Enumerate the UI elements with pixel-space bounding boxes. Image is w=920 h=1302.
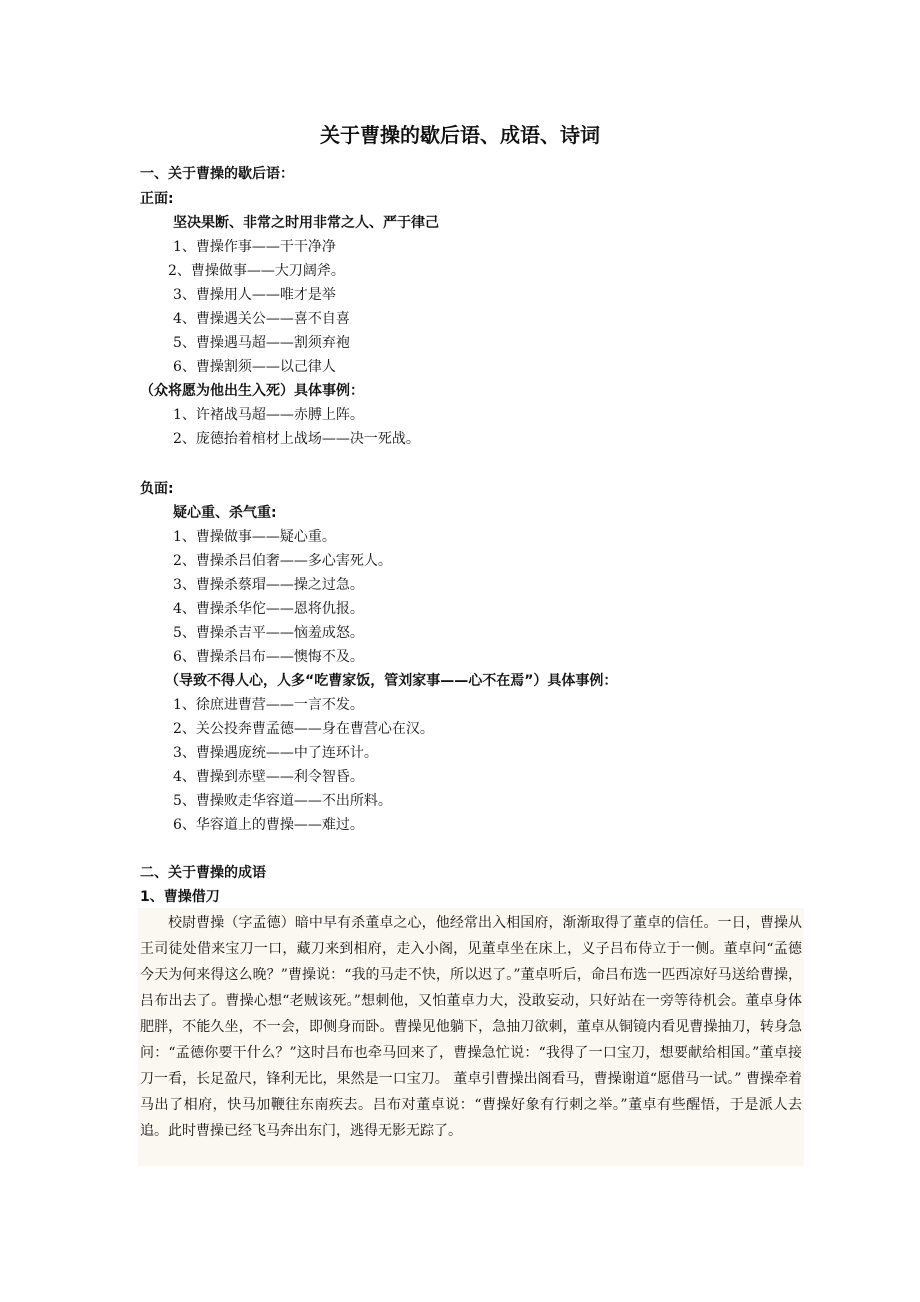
section1-heading: 一、关于曹操的歇后语： xyxy=(140,166,294,182)
idiom-story-paragraph: 校尉曹操（字孟德）暗中早有杀董卓之心，他经常出入相国府，渐渐取得了董卓的信任。一日，曹操从王司徒处借来宝刀一口，藏刀来到相府，走入小阁，见董卓坐在床上，义子吕布侍立于一侧。董卓问“孟德今天为何来得这么晚？”曹操说：“我的马走不快，所以迟了。”董卓听后，命吕布选一匹西凉好马送给曹操，吕布出去了。曹操心想“老贼该死。”想刺他，又怕董卓力大，没敢妄动，只好站在一旁等待机会。董卓身体肥胖，不能久坐，不一会，即侧身而卧。曹操见他躺下，急抽刀欲刺，董卓从铜镜内看见曹操抽刀，转身急问：“孟德你要干什么？”这时吕布也牵马回来了，曹操急忙说：“我得了一口宝刀，想要献给相国。”董卓接刀一看，长足盈尺，锋利无比，果然是一口宝刀。 董卓引曹操出阁看马，曹操谢道“愿借马一试。” 曹操牵着马出了相府，快马加鞭往东南疾去。吕布对董卓说：“曹操好象有行刺之举。”董卓有些醒悟，于是派人去追。此时曹操已经飞马奔出东门，逃得无影无踪了。 xyxy=(140,915,802,1139)
positive-item: 6、曹操割须——以己律人 xyxy=(173,359,336,375)
negative-label: 负面: xyxy=(140,481,174,497)
positive-item: 3、曹操用人——唯才是举 xyxy=(173,287,336,303)
negative-item: 2、曹操杀吕伯奢——多心害死人。 xyxy=(173,553,392,569)
negative-item: 3、曹操杀蔡瑁——操之过急。 xyxy=(173,577,364,593)
positive-item: 2、曹操做事——大刀阔斧。 xyxy=(168,263,345,279)
negative-example: 6、华容道上的曹操——难过。 xyxy=(173,817,364,833)
positive-example: 1、许褚战马超——赤膊上阵。 xyxy=(173,407,364,423)
negative-example: 2、关公投奔曹孟德——身在曹营心在汉。 xyxy=(173,721,434,737)
negative-subheading: 疑心重、杀气重: xyxy=(173,505,277,521)
positive-item: 1、曹操作事——干干净净 xyxy=(173,239,336,255)
positive-item: 5、曹操遇马超——割须弃袍 xyxy=(173,335,350,351)
positive-subheading: 坚决果断、非常之时用非常之人、严于律己 xyxy=(173,215,439,231)
positive-example-heading: （众将愿为他出生入死）具体事例： xyxy=(140,383,364,399)
negative-example: 4、曹操到赤壁——利令智昏。 xyxy=(173,769,364,785)
section2-heading: 二、关于曹操的成语 xyxy=(140,865,266,881)
negative-item: 6、曹操杀吕布——懊悔不及。 xyxy=(173,649,364,665)
negative-item: 5、曹操杀吉平——恼羞成怒。 xyxy=(173,625,364,641)
positive-example: 2、庞德抬着棺材上战场——决一死战。 xyxy=(173,431,420,447)
negative-example: 3、曹操遇庞统——中了连环计。 xyxy=(173,745,378,761)
idiom-title: 1、曹操借刀 xyxy=(140,889,220,905)
positive-item: 4、曹操遇关公——喜不自喜 xyxy=(173,311,350,327)
negative-item: 1、曹操做事——疑心重。 xyxy=(173,529,336,545)
negative-example: 1、徐庶进曹营——一言不发。 xyxy=(173,697,364,713)
negative-item: 4、曹操杀华佗——恩将仇报。 xyxy=(173,601,364,617)
document-title: 关于曹操的歇后语、成语、诗词 xyxy=(320,123,600,147)
negative-example: 5、曹操败走华容道——不出所料。 xyxy=(173,793,392,809)
negative-example-heading: （导致不得人心，人多“吃曹家饭，管刘家事——心不在焉”）具体事例： xyxy=(165,673,618,689)
positive-label: 正面: xyxy=(140,191,174,207)
